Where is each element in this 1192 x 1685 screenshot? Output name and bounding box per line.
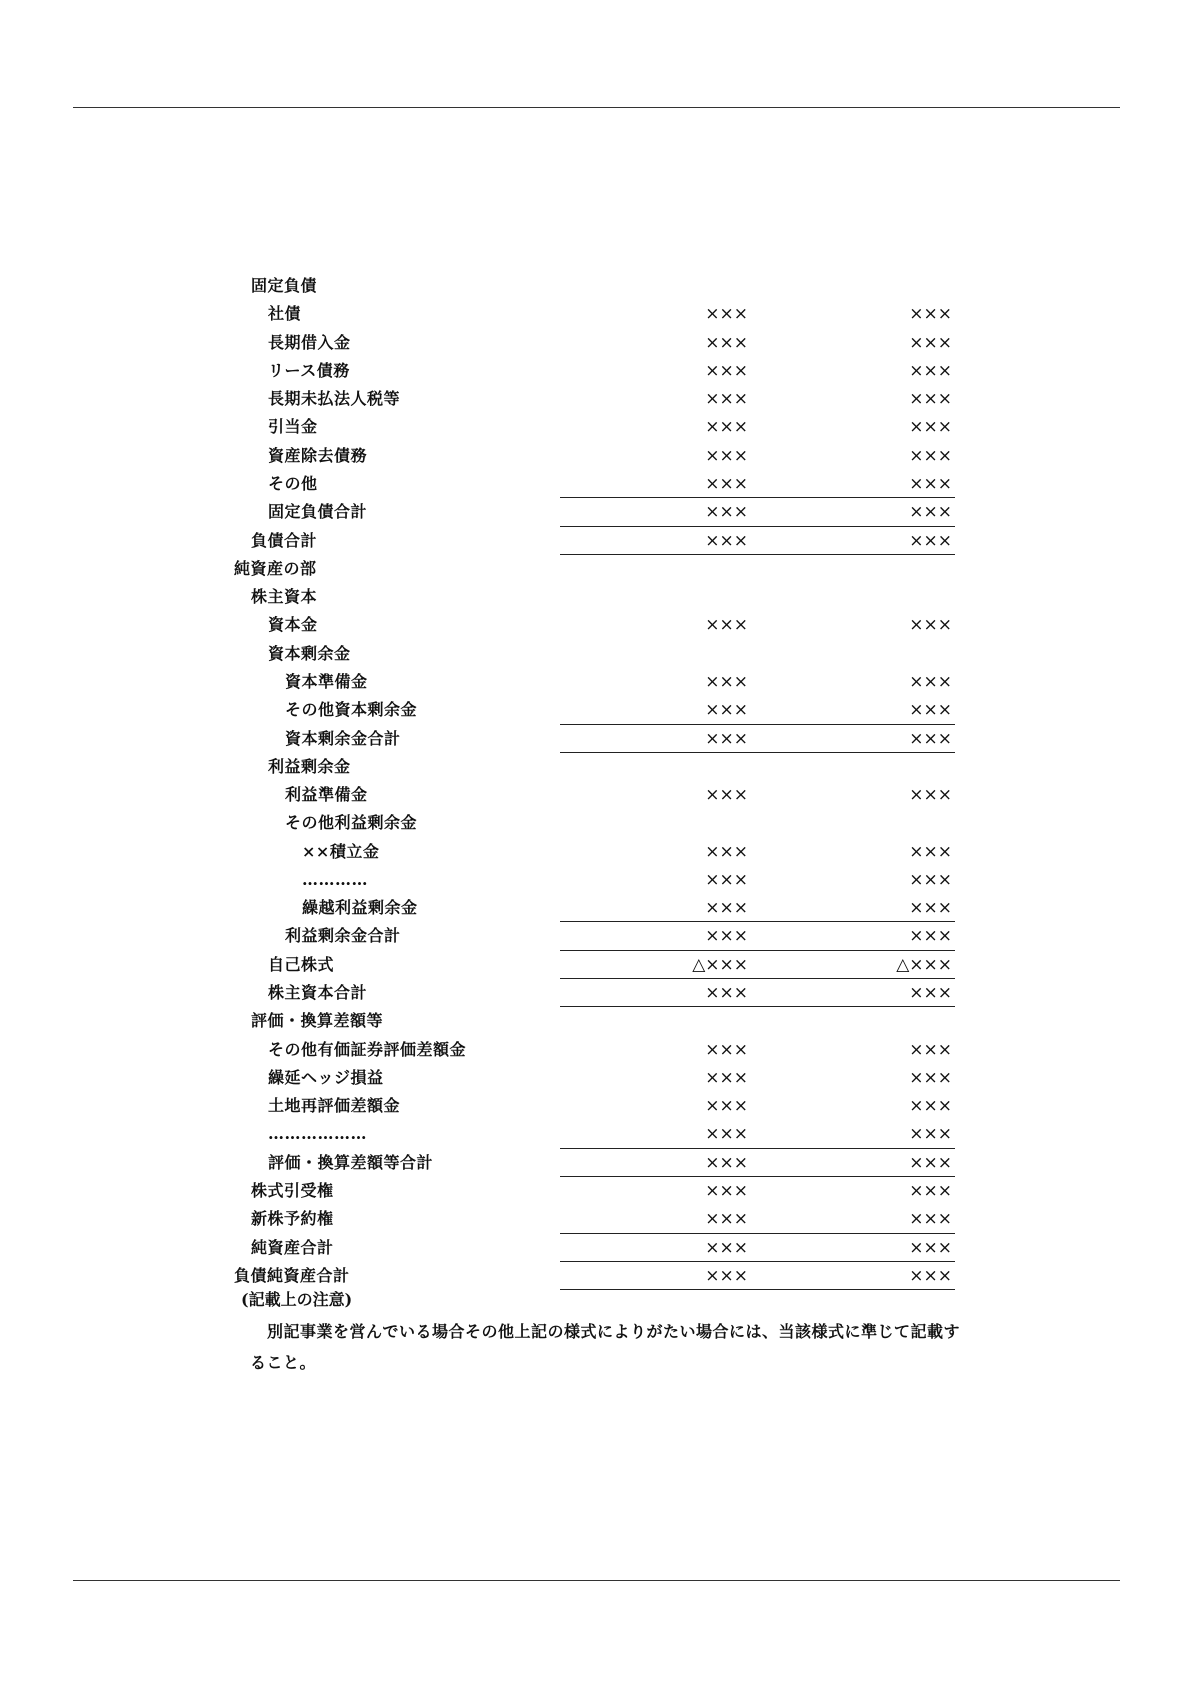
value-prior-period: ×××	[909, 1265, 952, 1286]
value-prior-period: ×××	[909, 530, 952, 551]
statement-row	[0, 640, 1192, 668]
value-prior-period: ×××	[909, 1209, 952, 1230]
value-prior-period: ×××	[909, 304, 952, 325]
statement-row	[0, 725, 1192, 753]
value-current-period: ×××	[705, 530, 748, 551]
statement-row	[0, 1234, 1192, 1262]
statement-row	[0, 809, 1192, 837]
statement-row	[0, 1149, 1192, 1177]
value-current-period: ×××	[705, 728, 748, 749]
value-prior-period: ×××	[909, 1124, 952, 1145]
value-prior-period: ×××	[909, 671, 952, 692]
statement-row	[0, 527, 1192, 555]
value-prior-period: ×××	[909, 1096, 952, 1117]
statement-row	[0, 1092, 1192, 1120]
row-label: 社債	[268, 304, 302, 324]
row-label: 負債合計	[251, 530, 318, 550]
note-body: 別記事業を営んでいる場合その他上記の様式によりがたい場合には、当該様式に準じて記載すること。	[250, 1322, 961, 1372]
row-label: リース債務	[268, 360, 350, 380]
value-prior-period: ×××	[909, 615, 952, 636]
value-prior-period: ×××	[909, 1067, 952, 1088]
statement-row	[0, 1064, 1192, 1092]
row-label: その他	[268, 474, 318, 493]
statement-row	[0, 753, 1192, 781]
row-label: 評価・換算差額等合計	[268, 1152, 434, 1172]
statement-row	[0, 1205, 1192, 1233]
statement-row	[0, 357, 1192, 385]
statement-row	[0, 922, 1192, 950]
row-label: 株主資本	[251, 587, 318, 607]
value-current-period: ×××	[705, 1067, 748, 1088]
statement-row	[0, 329, 1192, 357]
value-current-period: ×××	[705, 983, 748, 1003]
statement-row	[0, 611, 1192, 639]
row-label: 資本剰余金合計	[285, 728, 401, 748]
statement-row	[0, 668, 1192, 696]
statement-row	[0, 894, 1192, 922]
row-label: 繰越利益剰余金	[302, 898, 418, 918]
value-prior-period: ×××	[909, 1181, 952, 1201]
value-current-period: ×××	[705, 1209, 748, 1230]
value-prior-period: ×××	[909, 332, 952, 353]
value-current-period: ×××	[705, 417, 748, 438]
statement-row	[0, 1262, 1192, 1290]
row-label: 新株予約権	[251, 1209, 334, 1229]
value-prior-period: ×××	[909, 445, 952, 466]
row-label: ××積立金	[302, 841, 380, 861]
row-label: 株主資本合計	[268, 983, 368, 1002]
statement-row	[0, 1036, 1192, 1064]
row-label: 資産除去債務	[268, 445, 368, 465]
value-prior-period: ×××	[909, 389, 952, 410]
statement-row	[0, 470, 1192, 498]
value-prior-period: ×××	[909, 926, 952, 947]
value-current-period: ×××	[705, 502, 748, 523]
value-prior-period: ×××	[909, 898, 952, 919]
row-label: 繰延ヘッジ損益	[268, 1067, 384, 1087]
row-label: その他有価証券評価差額金	[268, 1039, 467, 1059]
value-current-period: ×××	[705, 841, 748, 862]
statement-row	[0, 1007, 1192, 1035]
statement-row	[0, 272, 1192, 300]
statement-row	[0, 696, 1192, 724]
value-current-period: ×××	[705, 332, 748, 353]
value-current-period: ×××	[705, 785, 748, 805]
row-label: 負債純資産合計	[234, 1265, 350, 1285]
row-label: その他資本剰余金	[285, 700, 418, 720]
statement-row	[0, 1177, 1192, 1205]
value-current-period: ×××	[705, 1096, 748, 1117]
row-label: ………………	[268, 1124, 367, 1144]
row-label: 長期未払法人税等	[268, 389, 401, 409]
row-label: …………	[302, 869, 368, 889]
value-current-period: ×××	[705, 360, 748, 381]
value-current-period: ×××	[705, 869, 748, 890]
row-label: その他利益剰余金	[285, 813, 418, 833]
row-label: 資本剰余金	[268, 643, 351, 663]
statement-row	[0, 583, 1192, 611]
row-label: 株式引受権	[251, 1181, 334, 1200]
statement-row	[0, 979, 1192, 1007]
row-label: 固定負債	[251, 276, 318, 295]
total-underline	[560, 1289, 750, 1290]
value-prior-period: ×××	[909, 869, 952, 890]
value-prior-period: ×××	[909, 360, 952, 381]
value-prior-period: ×××	[909, 474, 952, 494]
statement-row	[0, 555, 1192, 583]
value-current-period: ×××	[705, 1237, 748, 1258]
statement-row	[0, 413, 1192, 441]
statement-row	[0, 300, 1192, 328]
value-prior-period: ×××	[909, 417, 952, 438]
row-label: 自己株式	[268, 954, 335, 974]
value-current-period: ×××	[705, 700, 748, 721]
value-current-period: ×××	[705, 926, 748, 947]
value-prior-period: ×××	[909, 1237, 952, 1258]
statement-row	[0, 442, 1192, 470]
row-label: 利益剰余金合計	[285, 926, 401, 946]
statement-row	[0, 866, 1192, 894]
value-current-period: ×××	[705, 389, 748, 410]
value-current-period: ×××	[705, 898, 748, 919]
statement-row	[0, 498, 1192, 526]
value-prior-period: ×××	[909, 841, 952, 862]
value-prior-period: △×××	[896, 954, 952, 975]
value-current-period: ×××	[705, 1124, 748, 1145]
row-label: 資本準備金	[285, 671, 368, 691]
row-label: 評価・換算差額等	[251, 1011, 384, 1031]
value-current-period: ×××	[705, 1152, 748, 1173]
row-label: 固定負債合計	[268, 502, 368, 522]
row-label: 引当金	[268, 417, 318, 437]
value-prior-period: ×××	[909, 728, 952, 749]
statement-row	[0, 838, 1192, 866]
value-current-period: ×××	[705, 1181, 748, 1201]
value-current-period: ×××	[705, 445, 748, 466]
statement-row	[0, 1120, 1192, 1148]
value-prior-period: ×××	[909, 700, 952, 721]
value-current-period: ×××	[705, 671, 748, 692]
value-prior-period: ×××	[909, 785, 952, 805]
row-label: 長期借入金	[268, 332, 351, 352]
row-label: 土地再評価差額金	[268, 1096, 401, 1116]
value-current-period: ×××	[705, 615, 748, 636]
row-label: 利益準備金	[285, 785, 368, 804]
row-label: 資本金	[268, 615, 318, 635]
note-heading: (記載上の注意)	[241, 1290, 353, 1309]
value-prior-period: ×××	[909, 1039, 952, 1060]
statement-row	[0, 385, 1192, 413]
value-current-period: △×××	[692, 954, 748, 975]
value-current-period: ×××	[705, 474, 748, 494]
statement-row	[0, 781, 1192, 809]
value-current-period: ×××	[705, 1265, 748, 1286]
row-label: 純資産の部	[234, 558, 317, 578]
value-current-period: ×××	[705, 1039, 748, 1060]
total-underline	[750, 1289, 955, 1290]
row-label: 利益剰余金	[268, 756, 351, 776]
value-current-period: ×××	[705, 304, 748, 325]
value-prior-period: ×××	[909, 502, 952, 523]
value-prior-period: ×××	[909, 983, 952, 1003]
statement-row	[0, 951, 1192, 979]
row-label: 純資産合計	[251, 1237, 334, 1257]
footer-rule	[73, 1580, 1120, 1581]
value-prior-period: ×××	[909, 1152, 952, 1173]
